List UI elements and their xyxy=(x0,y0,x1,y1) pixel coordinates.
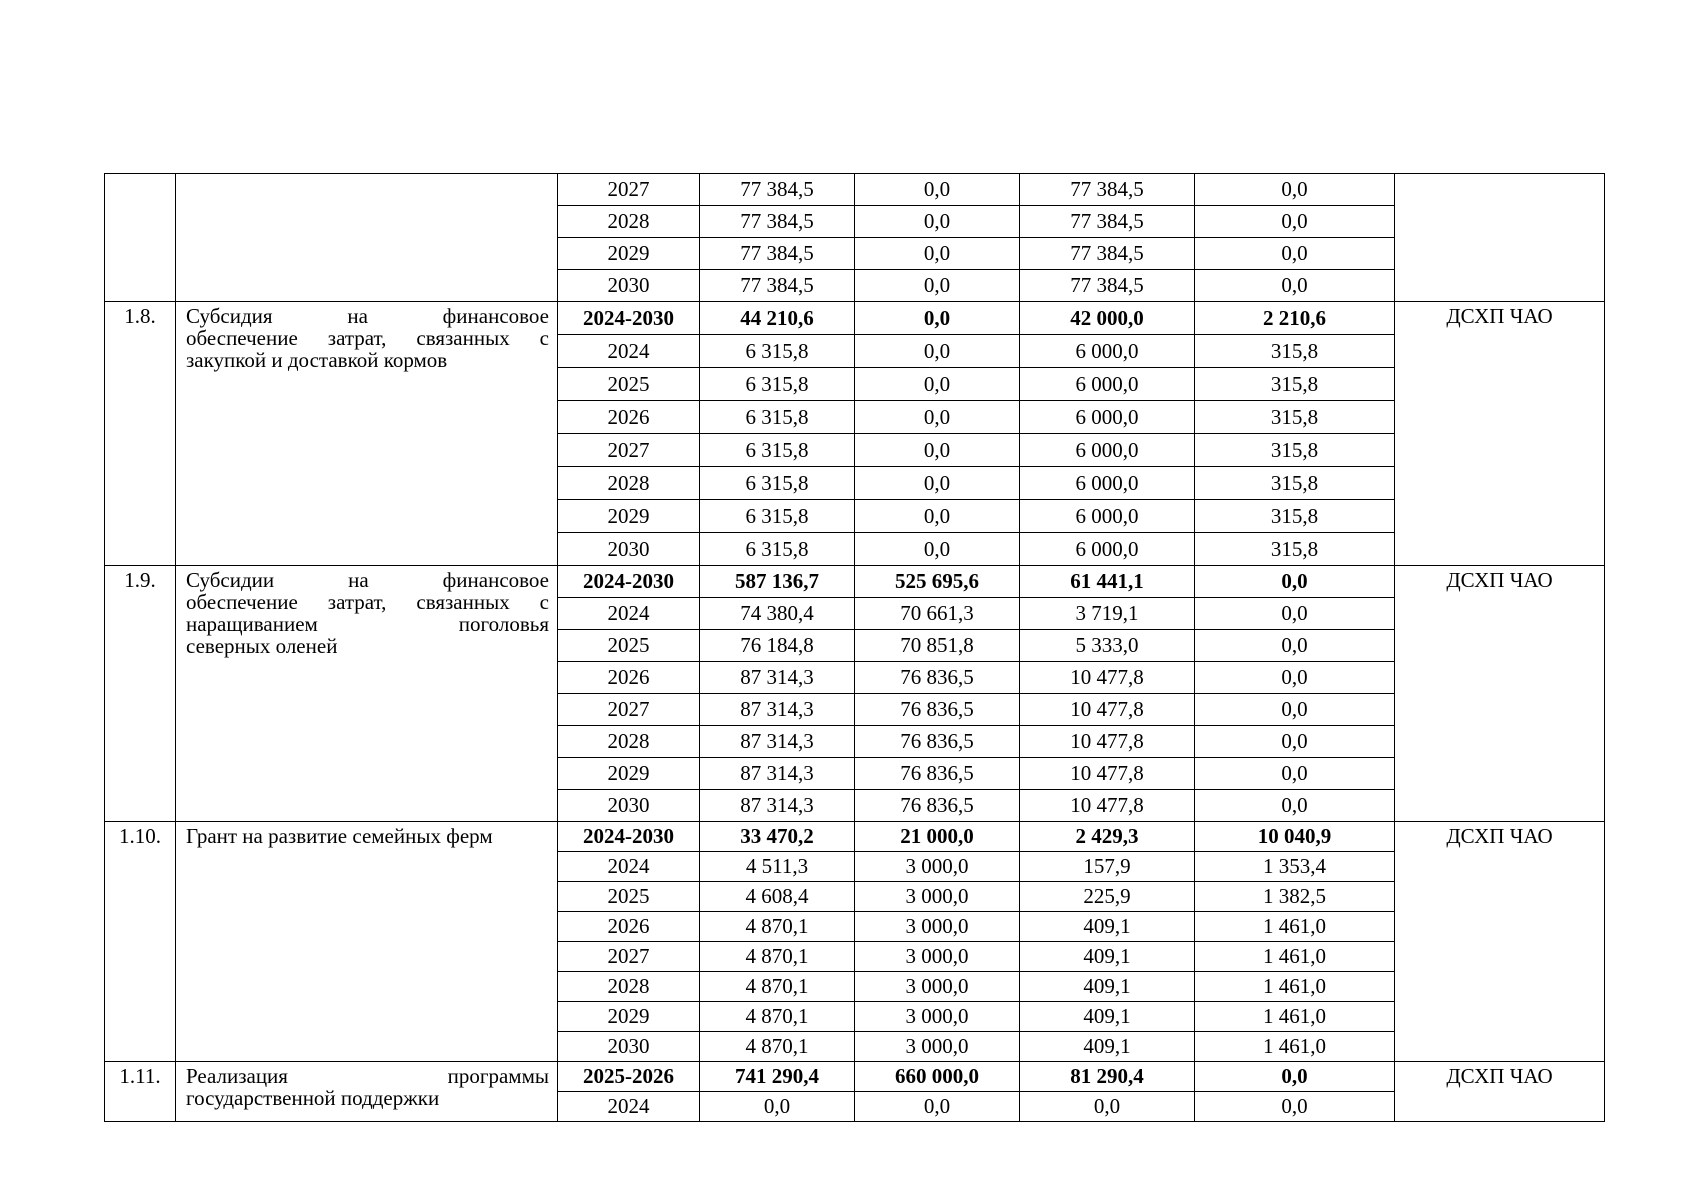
regional-budget-cell: 42 000,0 xyxy=(1020,302,1195,335)
period-cell: 2028 xyxy=(558,726,700,758)
regional-budget-cell: 409,1 xyxy=(1020,1002,1195,1032)
federal-budget-cell: 70 661,3 xyxy=(855,598,1020,630)
item-name-line: Грант на развитие семейных ферм xyxy=(186,824,493,848)
item-name-line: закупкой и доставкой кормов xyxy=(186,348,448,373)
other-sources-cell: 0,0 xyxy=(1195,694,1395,726)
other-sources-cell: 1 461,0 xyxy=(1195,912,1395,942)
federal-budget-cell: 76 836,5 xyxy=(855,726,1020,758)
total-amount-cell: 77 384,5 xyxy=(700,174,855,206)
item-name-line: государственной поддержки xyxy=(186,1086,440,1111)
other-sources-cell: 10 040,9 xyxy=(1195,822,1395,852)
total-amount-cell: 44 210,6 xyxy=(700,302,855,335)
regional-budget-cell: 77 384,5 xyxy=(1020,174,1195,206)
federal-budget-cell: 3 000,0 xyxy=(855,852,1020,882)
other-sources-cell: 0,0 xyxy=(1195,1092,1395,1122)
period-cell: 2030 xyxy=(558,270,700,302)
period-cell: 2025 xyxy=(558,882,700,912)
federal-budget-cell: 0,0 xyxy=(855,434,1020,467)
total-amount-cell: 77 384,5 xyxy=(700,206,855,238)
federal-budget-cell: 70 851,8 xyxy=(855,630,1020,662)
period-cell: 2024 xyxy=(558,598,700,630)
table-body xyxy=(105,174,1605,1122)
period-cell: 2026 xyxy=(558,912,700,942)
federal-budget-cell: 3 000,0 xyxy=(855,942,1020,972)
program-funding-table xyxy=(104,173,1605,1122)
regional-budget-cell: 10 477,8 xyxy=(1020,662,1195,694)
executor-cell xyxy=(1395,174,1605,302)
federal-budget-cell: 3 000,0 xyxy=(855,1032,1020,1062)
other-sources-cell: 1 461,0 xyxy=(1195,942,1395,972)
period-cell: 2027 xyxy=(558,434,700,467)
total-amount-cell: 74 380,4 xyxy=(700,598,855,630)
federal-budget-cell: 3 000,0 xyxy=(855,972,1020,1002)
total-amount-cell: 4 870,1 xyxy=(700,912,855,942)
other-sources-cell: 315,8 xyxy=(1195,401,1395,434)
federal-budget-cell: 0,0 xyxy=(855,335,1020,368)
other-sources-cell: 0,0 xyxy=(1195,238,1395,270)
item-name-cell xyxy=(176,566,558,822)
total-amount-cell: 4 870,1 xyxy=(700,1032,855,1062)
regional-budget-cell: 5 333,0 xyxy=(1020,630,1195,662)
total-amount-cell: 4 608,4 xyxy=(700,882,855,912)
executor-cell: ДСХП ЧАО xyxy=(1395,822,1605,1062)
federal-budget-cell: 3 000,0 xyxy=(855,912,1020,942)
other-sources-cell: 1 461,0 xyxy=(1195,972,1395,1002)
federal-budget-cell: 76 836,5 xyxy=(855,662,1020,694)
federal-budget-cell: 76 836,5 xyxy=(855,790,1020,822)
regional-budget-cell: 10 477,8 xyxy=(1020,790,1195,822)
table-total-row xyxy=(105,566,1605,598)
regional-budget-cell: 225,9 xyxy=(1020,882,1195,912)
other-sources-cell: 0,0 xyxy=(1195,206,1395,238)
federal-budget-cell: 21 000,0 xyxy=(855,822,1020,852)
regional-budget-cell: 6 000,0 xyxy=(1020,533,1195,566)
table-total-row xyxy=(105,1062,1605,1092)
federal-budget-cell: 525 695,6 xyxy=(855,566,1020,598)
total-amount-cell: 33 470,2 xyxy=(700,822,855,852)
period-cell: 2024 xyxy=(558,335,700,368)
total-amount-cell: 4 870,1 xyxy=(700,942,855,972)
other-sources-cell: 0,0 xyxy=(1195,726,1395,758)
total-amount-cell: 77 384,5 xyxy=(700,238,855,270)
total-amount-cell: 87 314,3 xyxy=(700,790,855,822)
period-cell: 2024-2030 xyxy=(558,302,700,335)
federal-budget-cell: 0,0 xyxy=(855,270,1020,302)
regional-budget-cell: 6 000,0 xyxy=(1020,401,1195,434)
total-amount-cell: 6 315,8 xyxy=(700,401,855,434)
total-amount-cell: 587 136,7 xyxy=(700,566,855,598)
period-cell: 2027 xyxy=(558,174,700,206)
item-name-cell xyxy=(176,174,558,302)
federal-budget-cell: 0,0 xyxy=(855,206,1020,238)
item-name-line: обеспечение затрат, связанных с xyxy=(186,590,549,615)
executor-cell: ДСХП ЧАО xyxy=(1395,302,1605,566)
regional-budget-cell: 157,9 xyxy=(1020,852,1195,882)
regional-budget-cell: 10 477,8 xyxy=(1020,726,1195,758)
regional-budget-cell: 6 000,0 xyxy=(1020,434,1195,467)
item-number-cell: 1.8. xyxy=(105,302,176,566)
federal-budget-cell: 0,0 xyxy=(855,174,1020,206)
other-sources-cell: 0,0 xyxy=(1195,790,1395,822)
item-name-line: Субсидии на финансовое xyxy=(186,568,549,592)
regional-budget-cell: 2 429,3 xyxy=(1020,822,1195,852)
item-name-line: наращиванием поголовья xyxy=(186,612,549,637)
regional-budget-cell: 409,1 xyxy=(1020,912,1195,942)
item-name-line: северных оленей xyxy=(186,634,338,659)
executor-cell: ДСХП ЧАО xyxy=(1395,1062,1605,1122)
item-name-cell xyxy=(176,822,558,1062)
period-cell: 2028 xyxy=(558,467,700,500)
total-amount-cell: 87 314,3 xyxy=(700,694,855,726)
total-amount-cell: 6 315,8 xyxy=(700,335,855,368)
item-name-cell xyxy=(176,302,558,566)
other-sources-cell: 0,0 xyxy=(1195,598,1395,630)
other-sources-cell: 0,0 xyxy=(1195,174,1395,206)
regional-budget-cell: 81 290,4 xyxy=(1020,1062,1195,1092)
total-amount-cell: 6 315,8 xyxy=(700,533,855,566)
other-sources-cell: 1 382,5 xyxy=(1195,882,1395,912)
other-sources-cell: 315,8 xyxy=(1195,500,1395,533)
federal-budget-cell: 0,0 xyxy=(855,1092,1020,1122)
federal-budget-cell: 0,0 xyxy=(855,533,1020,566)
period-cell: 2030 xyxy=(558,1032,700,1062)
regional-budget-cell: 6 000,0 xyxy=(1020,335,1195,368)
total-amount-cell: 76 184,8 xyxy=(700,630,855,662)
total-amount-cell: 741 290,4 xyxy=(700,1062,855,1092)
other-sources-cell: 2 210,6 xyxy=(1195,302,1395,335)
period-cell: 2027 xyxy=(558,942,700,972)
regional-budget-cell: 10 477,8 xyxy=(1020,694,1195,726)
total-amount-cell: 4 870,1 xyxy=(700,1002,855,1032)
other-sources-cell: 1 353,4 xyxy=(1195,852,1395,882)
other-sources-cell: 315,8 xyxy=(1195,467,1395,500)
federal-budget-cell: 0,0 xyxy=(855,467,1020,500)
other-sources-cell: 0,0 xyxy=(1195,270,1395,302)
federal-budget-cell: 0,0 xyxy=(855,302,1020,335)
period-cell: 2025 xyxy=(558,630,700,662)
total-amount-cell: 4 870,1 xyxy=(700,972,855,1002)
other-sources-cell: 0,0 xyxy=(1195,630,1395,662)
regional-budget-cell: 3 719,1 xyxy=(1020,598,1195,630)
period-cell: 2026 xyxy=(558,401,700,434)
regional-budget-cell: 6 000,0 xyxy=(1020,467,1195,500)
other-sources-cell: 1 461,0 xyxy=(1195,1002,1395,1032)
executor-cell: ДСХП ЧАО xyxy=(1395,566,1605,822)
regional-budget-cell: 77 384,5 xyxy=(1020,270,1195,302)
regional-budget-cell: 10 477,8 xyxy=(1020,758,1195,790)
federal-budget-cell: 0,0 xyxy=(855,368,1020,401)
total-amount-cell: 77 384,5 xyxy=(700,270,855,302)
regional-budget-cell: 6 000,0 xyxy=(1020,368,1195,401)
regional-budget-cell: 409,1 xyxy=(1020,1032,1195,1062)
period-cell: 2024 xyxy=(558,852,700,882)
period-cell: 2029 xyxy=(558,238,700,270)
federal-budget-cell: 660 000,0 xyxy=(855,1062,1020,1092)
total-amount-cell: 87 314,3 xyxy=(700,662,855,694)
regional-budget-cell: 0,0 xyxy=(1020,1092,1195,1122)
period-cell: 2029 xyxy=(558,1002,700,1032)
item-name-line: Реализация программы xyxy=(186,1064,549,1088)
period-cell: 2027 xyxy=(558,694,700,726)
period-cell: 2024-2030 xyxy=(558,822,700,852)
total-amount-cell: 6 315,8 xyxy=(700,500,855,533)
regional-budget-cell: 6 000,0 xyxy=(1020,500,1195,533)
item-name-cell xyxy=(176,1062,558,1122)
total-amount-cell: 87 314,3 xyxy=(700,758,855,790)
total-amount-cell: 87 314,3 xyxy=(700,726,855,758)
total-amount-cell: 6 315,8 xyxy=(700,467,855,500)
other-sources-cell: 315,8 xyxy=(1195,368,1395,401)
period-cell: 2030 xyxy=(558,533,700,566)
other-sources-cell: 0,0 xyxy=(1195,566,1395,598)
other-sources-cell: 315,8 xyxy=(1195,335,1395,368)
period-cell: 2026 xyxy=(558,662,700,694)
federal-budget-cell: 76 836,5 xyxy=(855,694,1020,726)
regional-budget-cell: 77 384,5 xyxy=(1020,238,1195,270)
federal-budget-cell: 3 000,0 xyxy=(855,882,1020,912)
other-sources-cell: 1 461,0 xyxy=(1195,1032,1395,1062)
regional-budget-cell: 61 441,1 xyxy=(1020,566,1195,598)
total-amount-cell: 0,0 xyxy=(700,1092,855,1122)
item-name-line: Субсидия на финансовое xyxy=(186,304,549,328)
regional-budget-cell: 409,1 xyxy=(1020,942,1195,972)
other-sources-cell: 0,0 xyxy=(1195,662,1395,694)
total-amount-cell: 4 511,3 xyxy=(700,852,855,882)
table-total-row xyxy=(105,822,1605,852)
table-total-row xyxy=(105,302,1605,335)
regional-budget-cell: 409,1 xyxy=(1020,972,1195,1002)
item-number-cell: 1.9. xyxy=(105,566,176,822)
federal-budget-cell: 76 836,5 xyxy=(855,758,1020,790)
period-cell: 2028 xyxy=(558,972,700,1002)
federal-budget-cell: 0,0 xyxy=(855,500,1020,533)
period-cell: 2029 xyxy=(558,500,700,533)
other-sources-cell: 315,8 xyxy=(1195,533,1395,566)
item-name-line: обеспечение затрат, связанных с xyxy=(186,326,549,351)
period-cell: 2024 xyxy=(558,1092,700,1122)
item-number-cell: 1.11. xyxy=(105,1062,176,1122)
period-cell: 2025-2026 xyxy=(558,1062,700,1092)
other-sources-cell: 315,8 xyxy=(1195,434,1395,467)
period-cell: 2024-2030 xyxy=(558,566,700,598)
federal-budget-cell: 0,0 xyxy=(855,401,1020,434)
total-amount-cell: 6 315,8 xyxy=(700,434,855,467)
period-cell: 2028 xyxy=(558,206,700,238)
federal-budget-cell: 3 000,0 xyxy=(855,1002,1020,1032)
item-number-cell xyxy=(105,174,176,302)
item-number-cell: 1.10. xyxy=(105,822,176,1062)
period-cell: 2029 xyxy=(558,758,700,790)
regional-budget-cell: 77 384,5 xyxy=(1020,206,1195,238)
other-sources-cell: 0,0 xyxy=(1195,758,1395,790)
other-sources-cell: 0,0 xyxy=(1195,1062,1395,1092)
period-cell: 2025 xyxy=(558,368,700,401)
period-cell: 2030 xyxy=(558,790,700,822)
table-row xyxy=(105,174,1605,206)
total-amount-cell: 6 315,8 xyxy=(700,368,855,401)
federal-budget-cell: 0,0 xyxy=(855,238,1020,270)
